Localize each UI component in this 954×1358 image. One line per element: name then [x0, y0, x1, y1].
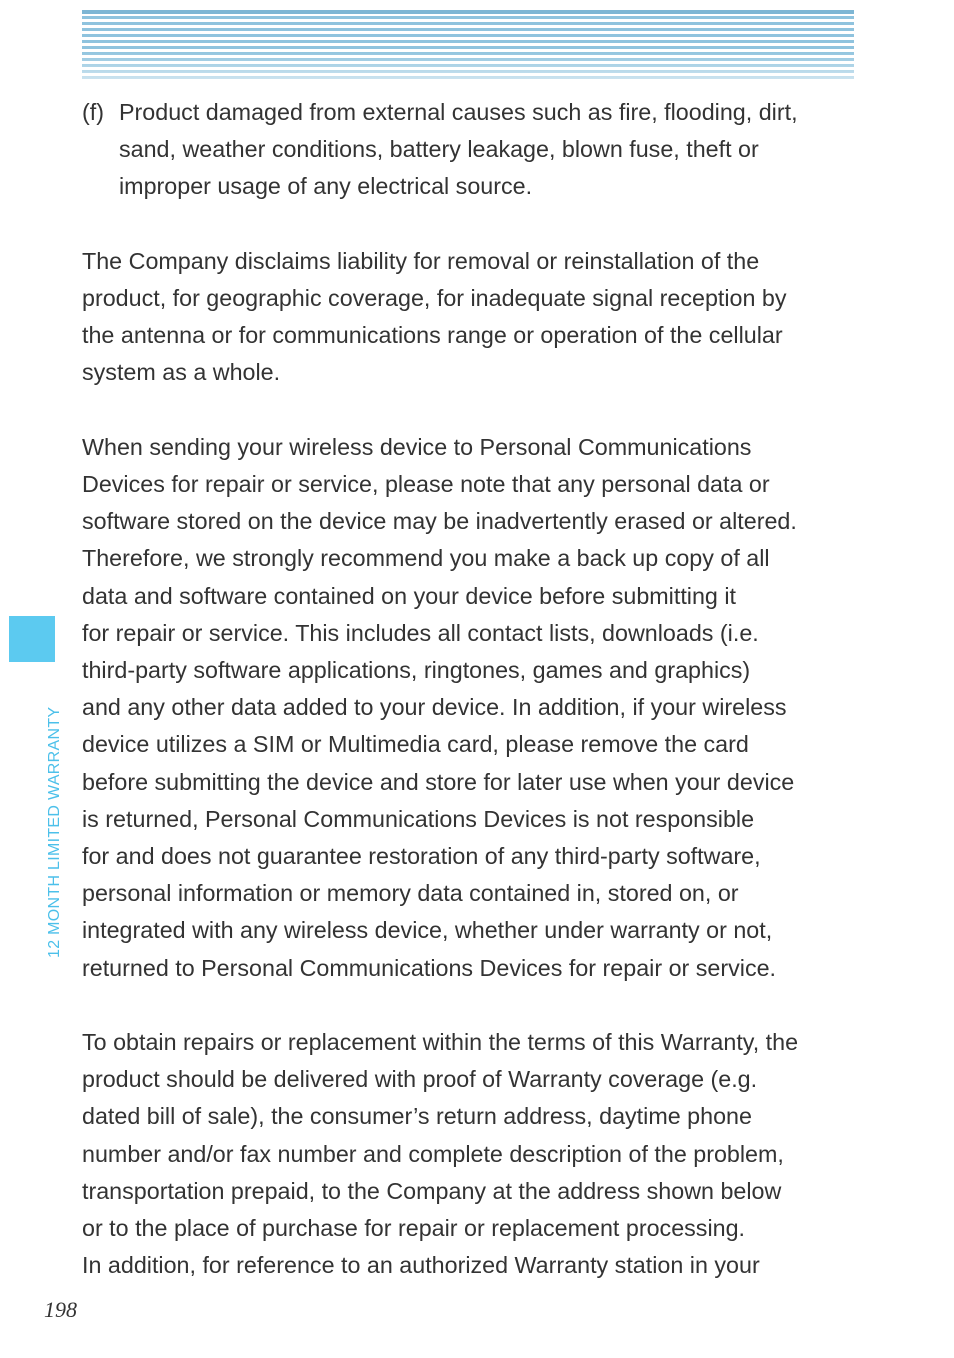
text-line: transportation prepaid, to the Company at the address shown below	[82, 1177, 782, 1204]
text-line: Therefore, we strongly recommend you make a back up copy of all	[82, 545, 770, 572]
list-item-f	[82, 94, 857, 206]
text-line: product should be delivered with proof of Warranty coverage (e.g.	[82, 1066, 758, 1093]
text-line: and any other data added to your device. In addition, if your wireless	[82, 694, 787, 721]
text-line: Devices for repair or service, please note that any personal data or	[82, 471, 770, 497]
section-tab-marker	[9, 616, 55, 662]
header-fade	[82, 50, 854, 80]
text-line: personal information or memory data contained in, stored on, or	[82, 880, 739, 907]
text-line: for repair or service. This includes all contact lists, downloads (i.e.	[82, 619, 759, 646]
text-line: system as a whole.	[82, 359, 281, 386]
text-line: device utilizes a SIM or Multimedia card, please remove the card	[82, 731, 749, 758]
text-line: Product damaged from external causes such as fire, flooding, dirt,	[119, 99, 798, 125]
text-line: the antenna or for communications range or operation of the cellular	[82, 322, 783, 349]
text-line: The Company disclaims liability for removal or reinstallation of the	[82, 247, 760, 274]
text-line: or to the place of purchase for repair or replacement processing.	[82, 1215, 746, 1242]
text-line: returned to Personal Communications Devices for repair or service.	[82, 954, 777, 981]
text-line: data and software contained on your device before submitting it	[82, 582, 737, 609]
text-line: software stored on the device may be inadvertently erased or altered.	[82, 508, 797, 535]
text-line: When sending your wireless device to Personal Communications	[82, 433, 752, 460]
text-line: before submitting the device and store for later use when your device	[82, 768, 795, 795]
text-line: dated bill of sale), the consumer’s return address, daytime phone	[82, 1103, 752, 1130]
paragraph-personal-data	[82, 429, 857, 987]
paragraph-gap	[82, 987, 857, 1024]
text-line: for and does not guarantee restoration of any third-party software,	[82, 843, 761, 870]
text-line: third-party software applications, ringtones, games and graphics)	[82, 657, 751, 684]
list-item-marker: (f)	[82, 99, 104, 125]
page-number: 198	[44, 1297, 77, 1322]
header-top-line	[82, 10, 854, 14]
page-body	[82, 94, 857, 1284]
paragraph-obtain-repairs	[82, 1024, 857, 1284]
paragraph-liability	[82, 243, 857, 392]
text-line: product, for geographic coverage, for inadequate signal reception by	[82, 285, 787, 311]
text-line: In addition, for reference to an authorized Warranty station in your	[82, 1252, 760, 1279]
text-line: improper usage of any electrical source.	[119, 173, 533, 200]
text-line: number and/or fax number and complete description of the problem,	[82, 1140, 784, 1167]
text-line: is returned, Personal Communications Devices is not responsible	[82, 805, 755, 832]
text-line: To obtain repairs or replacement within the terms of this Warranty, the	[82, 1029, 799, 1056]
text-line: integrated with any wireless device, whether under warranty or not,	[82, 917, 773, 944]
text-line: sand, weather conditions, battery leakage, blown fuse, theft or	[119, 136, 759, 163]
section-side-label: 12 MONTH LIMITED WARRANTY	[46, 706, 63, 958]
header-stripe-band	[82, 10, 854, 80]
paragraph-gap	[82, 206, 857, 243]
paragraph-gap	[82, 392, 857, 429]
